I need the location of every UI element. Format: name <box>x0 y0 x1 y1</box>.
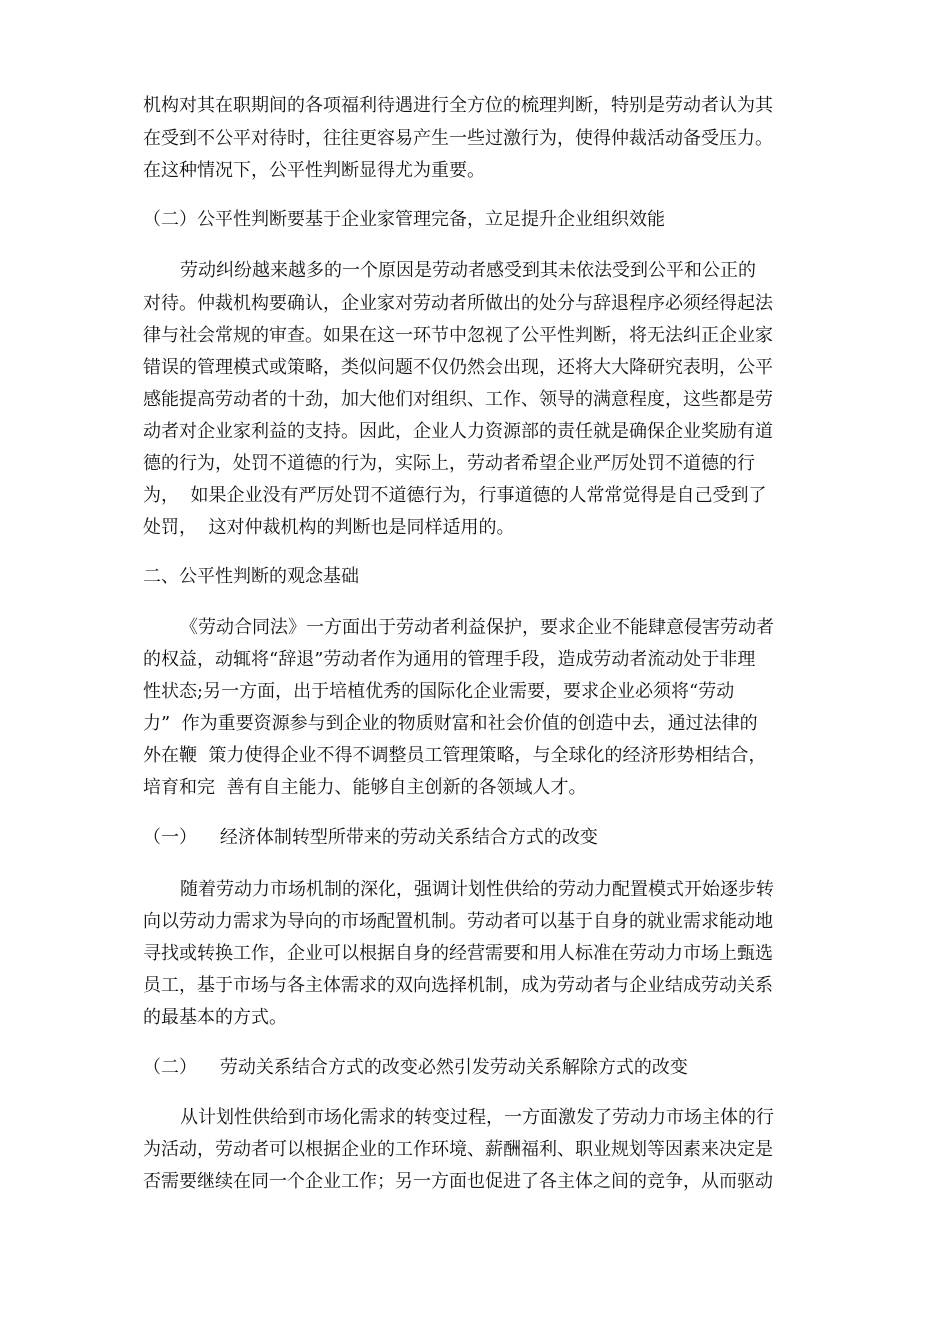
paragraph-line: 为活动，劳动者可以根据企业的工作环境、薪酬福利、职业规划等因素来决定是 <box>143 1139 773 1160</box>
section-heading: （二） 劳动关系结合方式的改变必然引发劳动关系解除方式的改变 <box>143 1057 688 1078</box>
paragraph-line: 否需要继续在同一个企业工作；另一方面也促进了各主体之间的竞争，从而驱动 <box>143 1171 773 1192</box>
paragraph-line: 动者对企业家利益的支持。因此，企业人力资源部的责任就是确保企业奖励有道 <box>143 421 773 442</box>
paragraph-line: 律与社会常规的审查。如果在这一环节中忽视了公平性判断，将无法纠正企业家 <box>143 325 773 346</box>
paragraph-line: 随着劳动力市场机制的深化，强调计划性供给的劳动力配置模式开始逐步转 <box>180 879 774 900</box>
paragraph-line: 错误的管理模式或策略，类似问题不仅仍然会出现，还将大大降研究表明，公平 <box>143 357 773 378</box>
paragraph-line: 在这种情况下，公平性判断显得尤为重要。 <box>143 160 485 181</box>
paragraph-line: 寻找或转换工作，企业可以根据自身的经营需要和用人标准在劳动力市场上甄选 <box>143 943 773 964</box>
paragraph-line: 感能提高劳动者的十劲，加大他们对组织、工作、领导的满意程度，这些都是劳 <box>143 389 773 410</box>
section-heading: （一） 经济体制转型所带来的劳动关系结合方式的改变 <box>143 827 598 848</box>
paragraph-line: 德的行为，处罚不道德的行为，实际上，劳动者希望企业严厉处罚不道德的行 <box>143 453 755 474</box>
paragraph-line: 《劳动合同法》一方面出于劳动者利益保护，要求企业不能肆意侵害劳动者 <box>180 617 774 638</box>
paragraph-line: 从计划性供给到市场化需求的转变过程，一方面激发了劳动力市场主体的行 <box>180 1107 774 1128</box>
paragraph-line: 向以劳动力需求为导向的市场配置机制。劳动者可以基于自身的就业需求能动地 <box>143 911 773 932</box>
paragraph-line: 培育和完 善有自主能力、能够自主创新的各领域人才。 <box>143 777 587 798</box>
section-heading: 二、公平性判断的观念基础 <box>143 566 359 587</box>
paragraph-line: 员工，基于市场与各主体需求的双向选择机制，成为劳动者与企业结成劳动关系 <box>143 975 773 996</box>
paragraph-line: 力” 作为重要资源参与到企业的物质财富和社会价值的创造中去，通过法律的 <box>143 713 758 734</box>
paragraph-line: 性状态;另一方面，出于培植优秀的国际化企业需要，要求企业必须将“劳动 <box>143 681 735 702</box>
paragraph-line: 机构对其在职期间的各项福利待遇进行全方位的梳理判断，特别是劳动者认为其 <box>143 95 773 116</box>
paragraph-line: 外在鞭 策力使得企业不得不调整员工管理策略，与全球化的经济形势相结合， <box>143 745 767 766</box>
paragraph-line: 的最基本的方式。 <box>143 1007 287 1028</box>
paragraph-line: 处罚， 这对仲裁机构的判断也是同样适用的。 <box>143 517 515 538</box>
paragraph-line: 的权益，动辄将“辞退”劳动者作为通用的管理手段，造成劳动者流动处于非理 <box>143 649 756 670</box>
paragraph-line: 在受到不公平对待时，往往更容易产生一些过激行为，使得仲裁活动备受压力。 <box>143 128 773 149</box>
paragraph-line: 为， 如果企业没有严厉处罚不道德行为，行事道德的人常常觉得是自己受到了 <box>143 485 767 506</box>
paragraph-line: 劳动纠纷越来越多的一个原因是劳动者感受到其未依法受到公平和公正的 <box>180 260 756 281</box>
paragraph-line: 对待。仲裁机构要确认，企业家对劳动者所做出的处分与辞退程序必须经得起法 <box>143 293 773 314</box>
section-heading: （二）公平性判断要基于企业家管理完备，立足提升企业组织效能 <box>143 209 665 230</box>
